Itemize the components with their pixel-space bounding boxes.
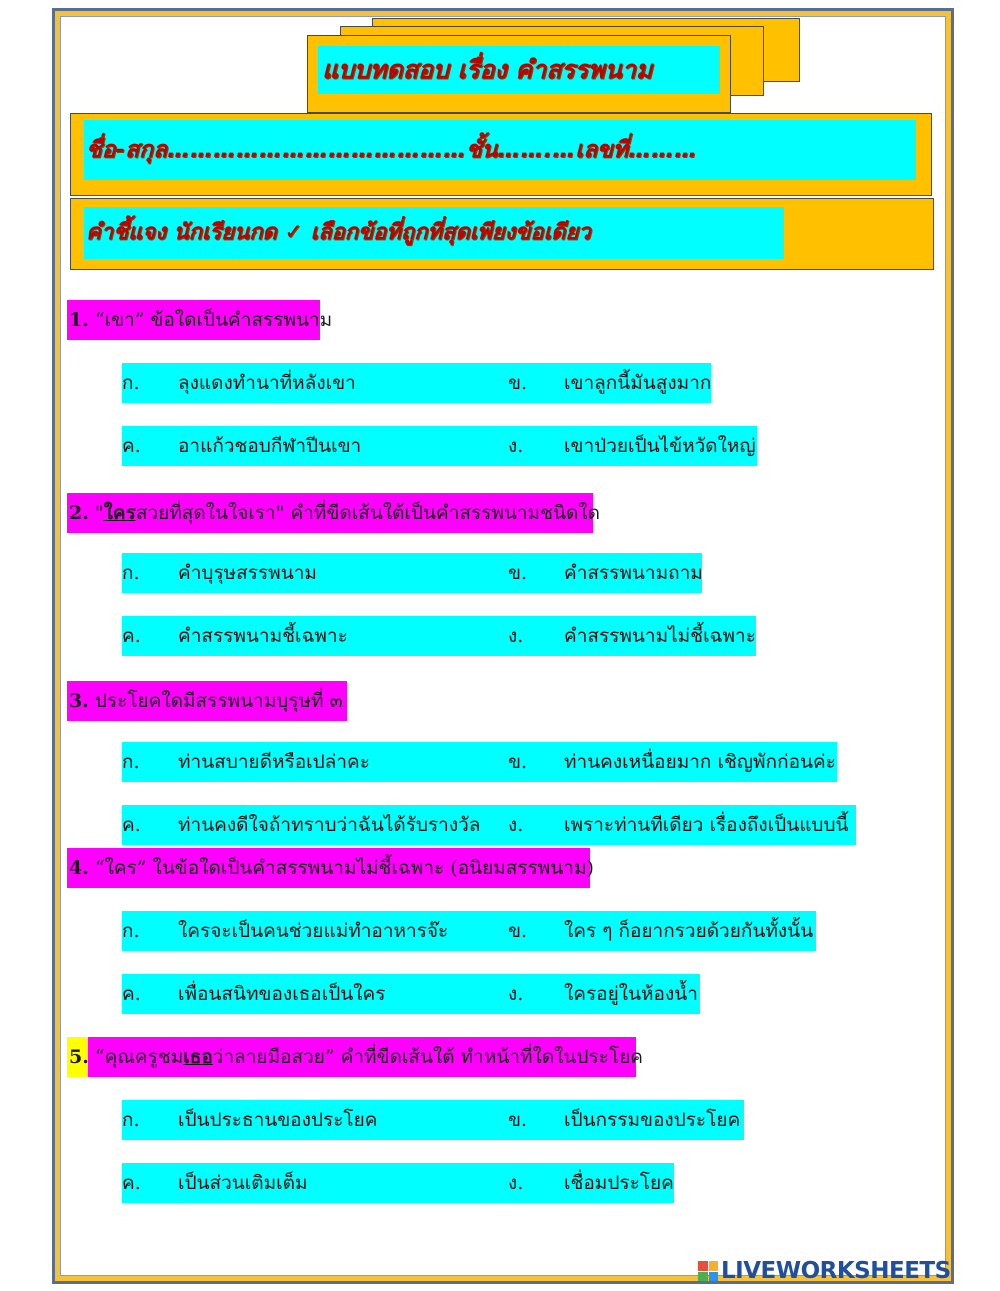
option-text[interactable]: เป็นส่วนเติมเต็ม	[178, 1172, 308, 1194]
option-label[interactable]: ก.	[122, 1109, 140, 1131]
option-label[interactable]: ก.	[122, 920, 140, 942]
question-5: 5. “คุณครูชมเธอว่าลายมือสวย” คำที่ขีดเส้นใต้ ทำหน้าที่ใดในประโยค	[67, 1037, 636, 1077]
question-4-options-row-1	[122, 911, 816, 951]
option-text[interactable]: ใครจะเป็นคนช่วยแม่ทำอาหารจ๊ะ	[178, 920, 449, 942]
option-text[interactable]: ท่านสบายดีหรือเปล่าคะ	[178, 751, 370, 773]
question-4-options-row-2	[122, 974, 700, 1014]
option-label[interactable]: ข.	[508, 372, 528, 394]
question-4: 4. “ใคร” ในข้อใดเป็นคำสรรพนามไม่ชี้เฉพาะ (อนิยมสรรพนาม)	[67, 848, 590, 888]
underlined-word: เธอ	[183, 1046, 213, 1068]
option-label[interactable]: ค.	[122, 983, 141, 1005]
option-label[interactable]: ง.	[508, 1172, 524, 1194]
option-label[interactable]: ง.	[508, 625, 524, 647]
option-text[interactable]: เพราะท่านทีเดียว เรื่องถึงเป็นแบบนี้	[564, 814, 849, 836]
option-label[interactable]: ง.	[508, 983, 524, 1005]
option-label[interactable]: ก.	[122, 562, 140, 584]
question-1-options-row-1	[122, 363, 711, 403]
question-3-options-row-2	[122, 805, 856, 845]
option-label[interactable]: ค.	[122, 435, 141, 457]
option-label[interactable]: ง.	[508, 435, 524, 457]
option-text[interactable]: อาแก้วชอบกีฬาปีนเขา	[178, 435, 362, 457]
option-text[interactable]: คำบุรุษสรรพนาม	[178, 562, 317, 584]
option-text[interactable]: คำสรรพนามไม่ชี้เฉพาะ	[564, 625, 756, 647]
question-3-options-row-1	[122, 742, 837, 782]
logo-text: LIVEWORKSHEETS	[721, 1258, 951, 1284]
question-3: 3. ประโยคใดมีสรรพนามบุรุษที่ ๓	[67, 681, 347, 721]
option-label[interactable]: ก.	[122, 751, 140, 773]
instruction-text: คำชี้แจง นักเรียนกด ✓ เลือกข้อที่ถูกที่สุดเพียงข้อเดียว	[84, 207, 784, 259]
option-label[interactable]: ข.	[508, 1109, 528, 1131]
option-label[interactable]: ง.	[508, 814, 524, 836]
liveworksheets-logo	[698, 1256, 951, 1286]
option-text[interactable]: ลุงแดงทำนาที่หลังเขา	[178, 372, 356, 394]
option-text[interactable]: ท่านคงเหนื่อยมาก เชิญพักก่อนค่ะ	[564, 751, 836, 773]
option-text[interactable]: คำสรรพนามชี้เฉพาะ	[178, 625, 348, 647]
page-title: แบบทดสอบ เรื่อง คำสรรพนาม	[318, 46, 720, 94]
option-label[interactable]: ค.	[122, 1172, 141, 1194]
option-text[interactable]: ท่านคงดีใจถ้าทราบว่าฉันได้รับรางวัล	[178, 814, 481, 836]
question-5-options-row-1	[122, 1100, 744, 1140]
option-text[interactable]: เชื่อมประโยค	[564, 1172, 674, 1194]
question-2-options-row-2	[122, 616, 756, 656]
question-2-options-row-1	[122, 553, 702, 593]
option-text[interactable]: เขาลูกนี้มันสูงมาก	[564, 372, 712, 394]
option-label[interactable]: ค.	[122, 625, 141, 647]
option-label[interactable]: ข.	[508, 920, 528, 942]
option-label[interactable]: ค.	[122, 814, 141, 836]
question-5-options-row-2	[122, 1163, 674, 1203]
option-text[interactable]: เป็นประธานของประโยค	[178, 1109, 378, 1131]
logo-icon	[698, 1261, 718, 1281]
option-label[interactable]: ข.	[508, 562, 528, 584]
option-label[interactable]: ก.	[122, 372, 140, 394]
question-1: 1. “เขา” ข้อใดเป็นคำสรรพนาม	[67, 300, 320, 340]
question-2: 2. "ใครสวยที่สุดในใจเรา" คำที่ขีดเส้นใต้เป็นคำสรรพนามชนิดใด	[67, 493, 593, 533]
question-1-options-row-2	[122, 426, 757, 466]
name-field-line[interactable]: ชื่อ-สกุล…………………………………ชั้น…….…เลขที่………	[84, 120, 916, 180]
option-text[interactable]: เพื่อนสนิทของเธอเป็นใคร	[178, 983, 386, 1005]
option-text[interactable]: ใคร ๆ ก็อยากรวยด้วยกันทั้งนั้น	[564, 920, 814, 942]
option-label[interactable]: ข.	[508, 751, 528, 773]
option-text[interactable]: เขาป่วยเป็นไข้หวัดใหญ่	[564, 435, 756, 457]
option-text[interactable]: คำสรรพนามถาม	[564, 562, 703, 584]
underlined-word: ใคร	[103, 502, 136, 524]
option-text[interactable]: เป็นกรรมของประโยค	[564, 1109, 741, 1131]
option-text[interactable]: ใครอยู่ในห้องน้ำ	[564, 983, 698, 1005]
